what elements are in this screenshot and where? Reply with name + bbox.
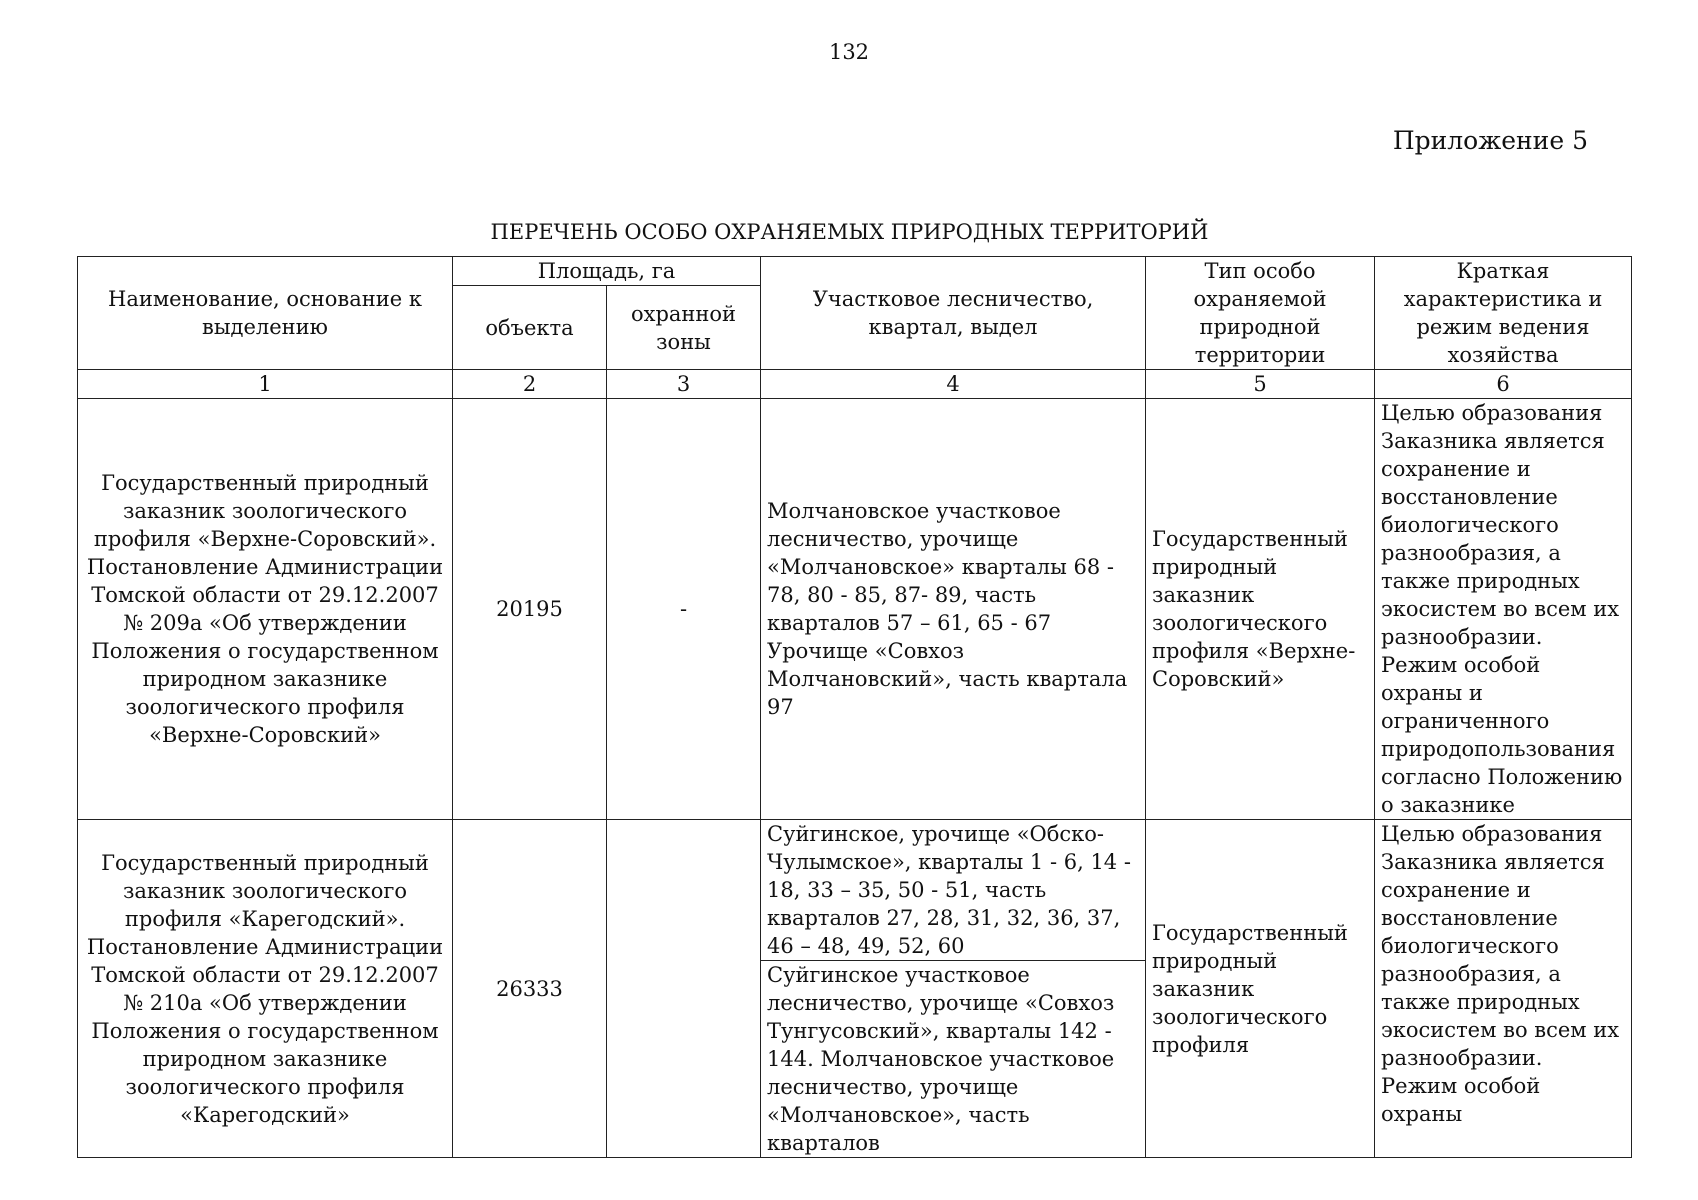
- row-area-object: 20195: [453, 399, 607, 820]
- row-characteristic: Целью образования Заказника является сохранение и восстановление биологического разнообразия, а также природных экосистем во всем их разнообразии. Режим особой охраны и ограниченного природопользования согласно Положению о заказнике: [1375, 399, 1632, 820]
- header-type: Тип особо охраняемой природной территории: [1146, 257, 1375, 370]
- row-type: Государственный природный заказник зоологического профиля: [1146, 820, 1375, 1158]
- document-title: ПЕРЕЧЕНЬ ОСОБО ОХРАНЯЕМЫХ ПРИРОДНЫХ ТЕРРИТОРИЙ: [490, 220, 1209, 244]
- column-number: 5: [1146, 370, 1375, 399]
- column-number: 6: [1375, 370, 1632, 399]
- row-characteristic: Целью образования Заказника является сохранение и восстановление биологического разнообразия, а также природных экосистем во всем их разнообразии. Режим особой охраны: [1375, 820, 1632, 1158]
- appendix-label: Приложение 5: [1392, 126, 1588, 155]
- page-number: 132: [828, 40, 870, 64]
- header-area: Площадь, га: [453, 257, 761, 286]
- column-number: 3: [607, 370, 761, 399]
- table-row: [78, 820, 1632, 961]
- row-location-part-2: Суйгинское участковое лесничество, урочище «Совхоз Тунгусовский», кварталы 142 - 144. Молчановское участковое лесничество, урочище «Молчановское», часть кварталов: [761, 961, 1146, 1158]
- row-area-zone: -: [607, 399, 761, 820]
- row-location-part-1: Суйгинское, урочище «Обско-Чулымское», кварталы 1 - 6, 14 - 18, 33 – 35, 50 - 51, часть кварталов 27, 28, 31, 32, 36, 37, 46 – 48, 49, 52, 60: [761, 820, 1146, 961]
- header-area-zone: охранной зоны: [607, 286, 761, 370]
- row-type: Государственный природный заказник зоологического профиля «Верхне-Соровский»: [1146, 399, 1375, 820]
- row-name: Государственный природный заказник зоологического профиля «Карегодский». Постановление Администрации Томской области от 29.12.2007 № 210а «Об утверждении Положения о государственном природном заказнике зоологического профиля «Карегодский»: [78, 820, 453, 1158]
- header-characteristic: Краткая характеристика и режим ведения хозяйства: [1375, 257, 1632, 370]
- column-number: 1: [78, 370, 453, 399]
- row-location: Молчановское участковое лесничество, урочище «Молчановское» кварталы 68 - 78, 80 - 85, 87- 89, часть кварталов 57 – 61, 65 - 67 Урочище «Совхоз Молчановский», часть квартала 97: [761, 399, 1146, 820]
- header-area-object: объекта: [453, 286, 607, 370]
- header-name: Наименование, основание к выделению: [78, 257, 453, 370]
- column-number: 4: [761, 370, 1146, 399]
- table-row: [78, 399, 1632, 820]
- row-area-object: 26333: [453, 820, 607, 1158]
- row-name: Государственный природный заказник зоологического профиля «Верхне-Соровский». Постановление Администрации Томской области от 29.12.2007 № 209а «Об утверждении Положения о государственном природном заказнике зоологического профиля «Верхне-Соровский»: [78, 399, 453, 820]
- protected-areas-table: [77, 256, 1632, 1158]
- header-location: Участковое лесничество, квартал, выдел: [761, 257, 1146, 370]
- row-area-zone: [607, 820, 761, 1158]
- column-number: 2: [453, 370, 607, 399]
